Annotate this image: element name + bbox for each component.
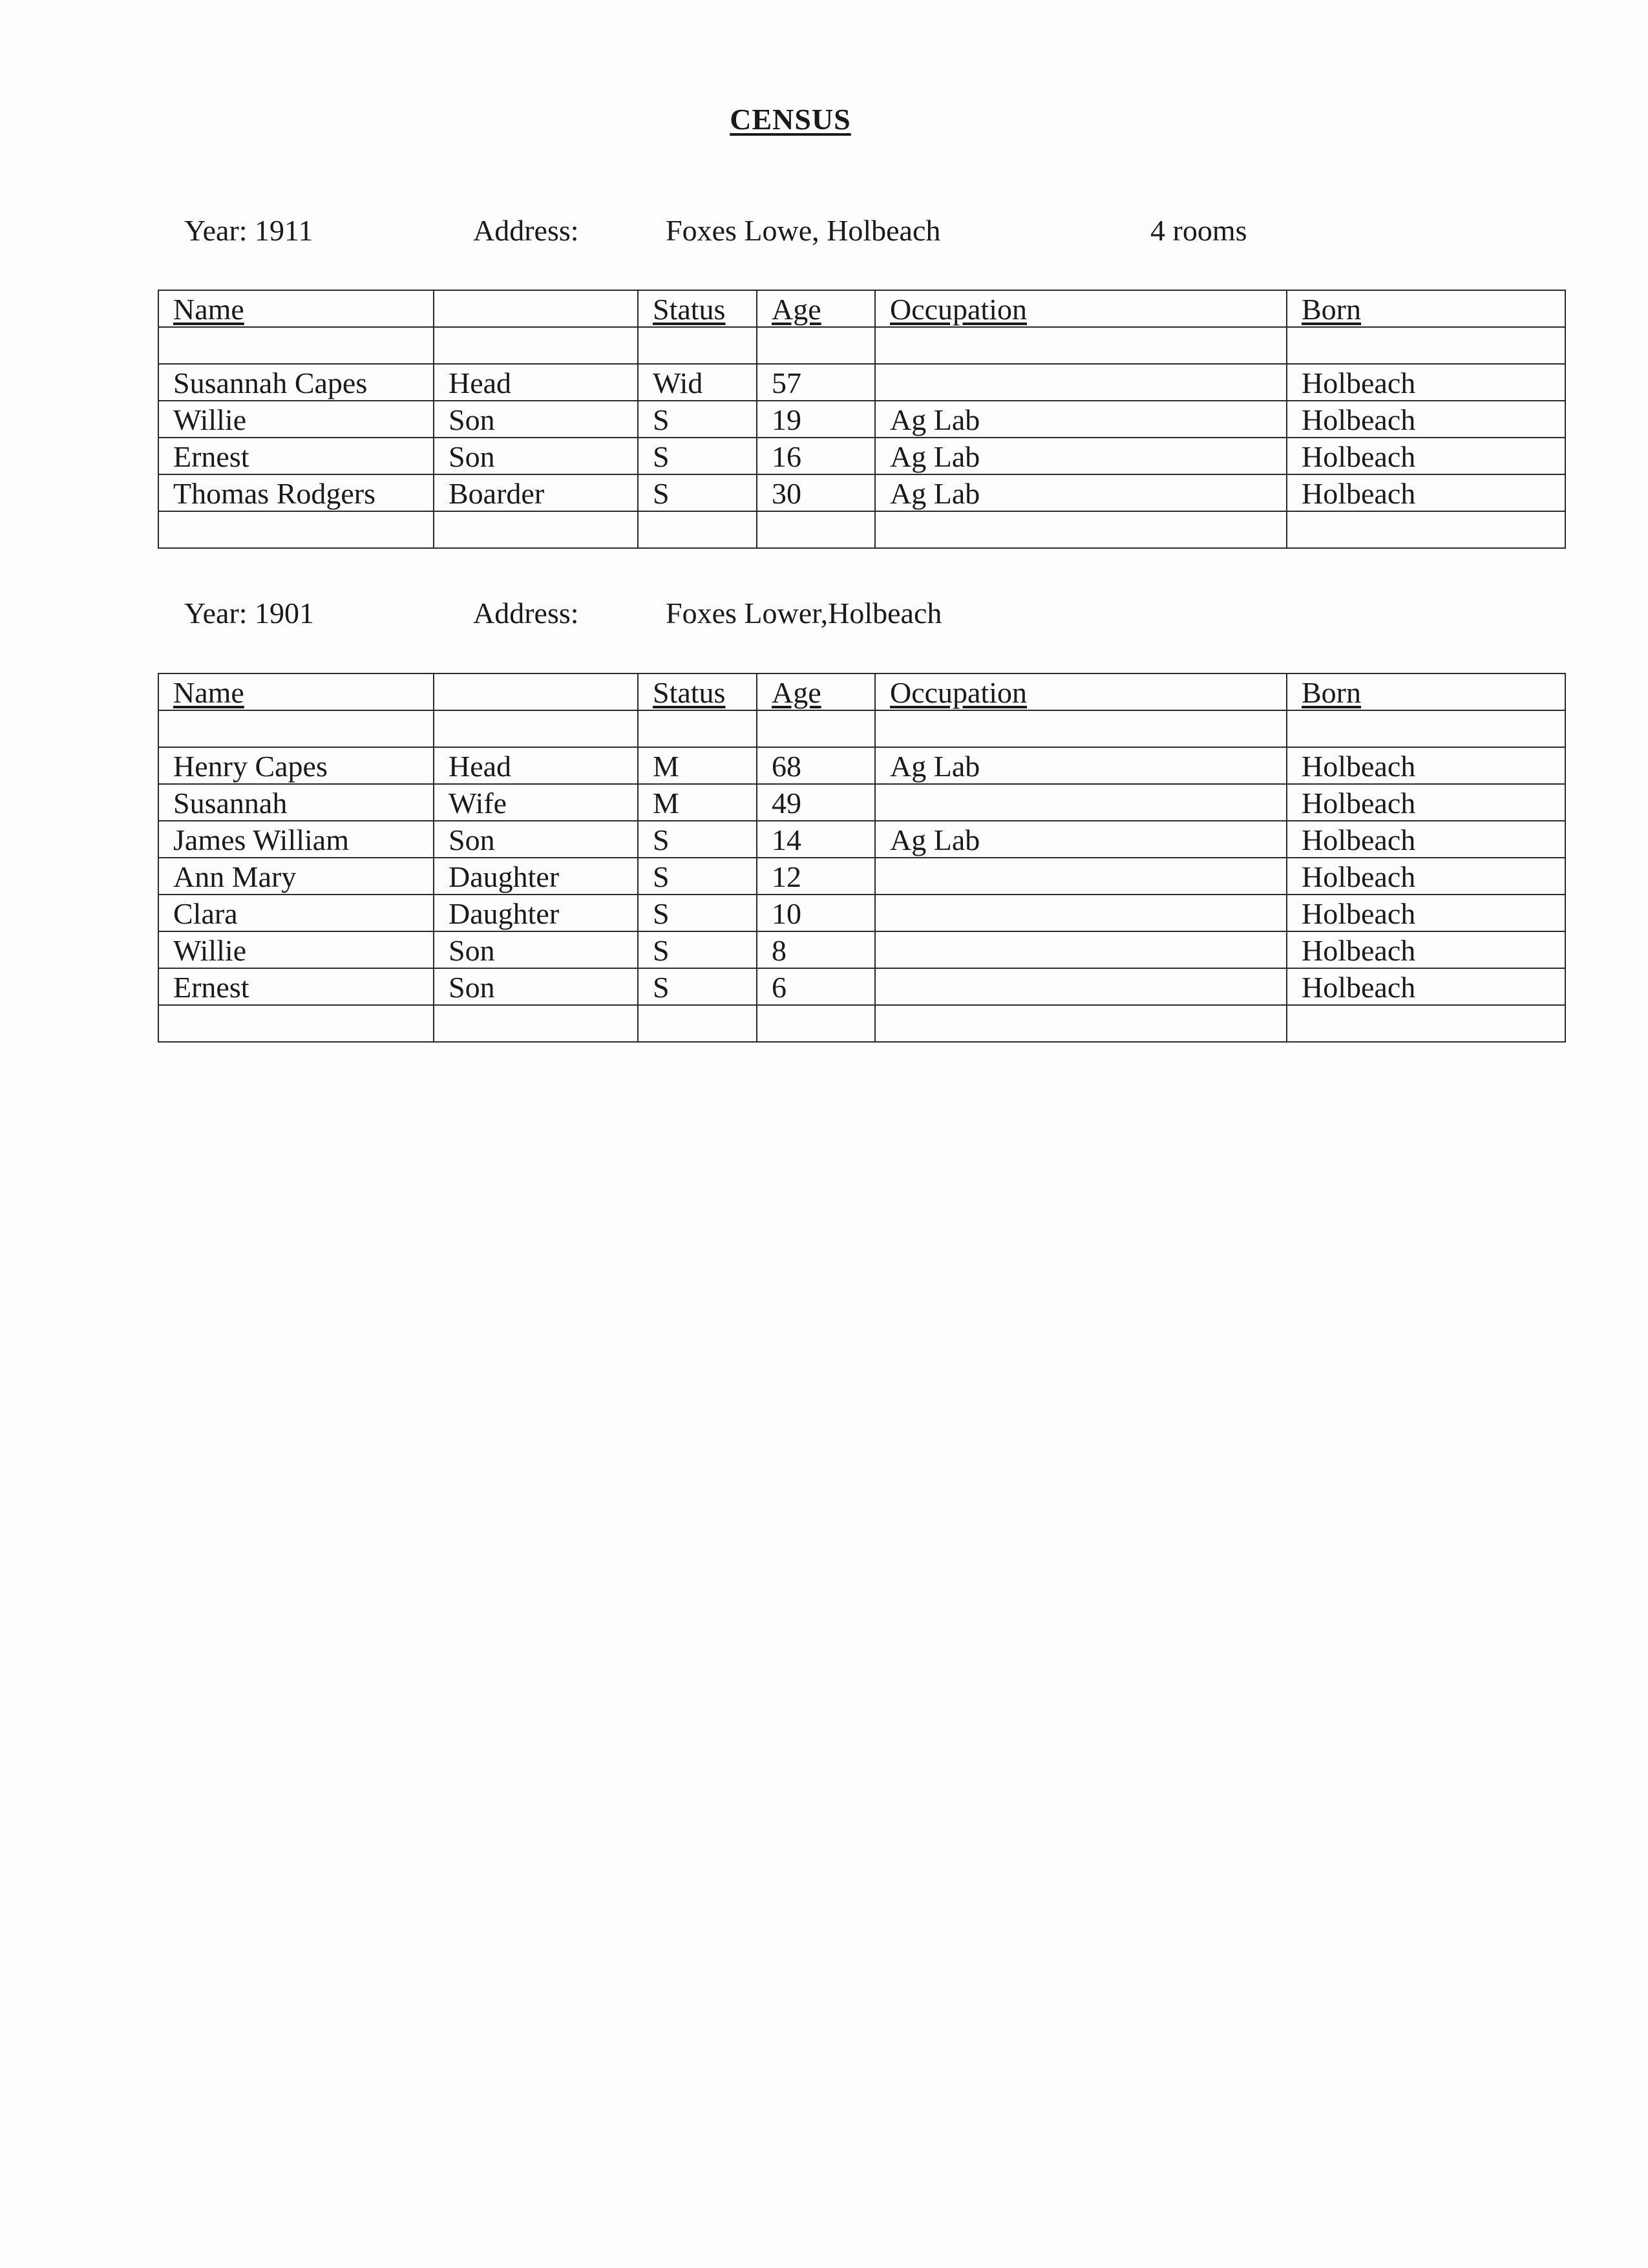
- cell-status: S: [638, 968, 757, 1005]
- cell-age: 49: [757, 784, 875, 821]
- cell-occupation: [875, 784, 1287, 821]
- cell-occupation: [875, 364, 1287, 401]
- blank-cell: [1287, 511, 1565, 548]
- header-age-label: Age: [772, 293, 821, 326]
- cell-relation: Head: [434, 364, 638, 401]
- cell-name: Susannah: [158, 784, 434, 821]
- blank-row: [158, 511, 1565, 548]
- cell-status: S: [638, 858, 757, 895]
- header-occupation-label: Occupation: [890, 293, 1028, 326]
- census-1901-body: [158, 710, 1565, 1042]
- cell-occupation: [875, 895, 1287, 931]
- cell-occupation: Ag Lab: [875, 438, 1287, 474]
- rooms-value: 4 rooms: [1150, 214, 1247, 247]
- header-relation: [434, 673, 638, 710]
- header-status: [638, 290, 757, 327]
- blank-row: [158, 710, 1565, 747]
- year-label: Year: 1901: [184, 597, 315, 630]
- census-1901-info: [0, 596, 1648, 635]
- blank-cell: [638, 710, 757, 747]
- header-name-label: Name: [173, 293, 244, 326]
- header-status-label: Status: [653, 293, 726, 326]
- cell-age: 14: [757, 821, 875, 858]
- cell-born: Holbeach: [1287, 438, 1565, 474]
- blank-cell: [434, 511, 638, 548]
- table-row: [158, 747, 1565, 784]
- census-1901-table: [158, 673, 1566, 1043]
- cell-age: 57: [757, 364, 875, 401]
- header-name: [158, 673, 434, 710]
- cell-status: S: [638, 438, 757, 474]
- cell-status: M: [638, 784, 757, 821]
- address-label: Address:: [473, 214, 579, 247]
- cell-relation: Boarder: [434, 474, 638, 511]
- cell-name: Thomas Rodgers: [158, 474, 434, 511]
- cell-status: S: [638, 401, 757, 438]
- blank-cell: [638, 511, 757, 548]
- blank-cell: [158, 511, 434, 548]
- blank-cell: [158, 1005, 434, 1042]
- page-title: CENSUS: [730, 103, 851, 136]
- cell-relation: Son: [434, 931, 638, 968]
- cell-born: Holbeach: [1287, 821, 1565, 858]
- cell-occupation: [875, 968, 1287, 1005]
- cell-name: Henry Capes: [158, 747, 434, 784]
- table-row: [158, 784, 1565, 821]
- blank-cell: [434, 1005, 638, 1042]
- cell-status: S: [638, 821, 757, 858]
- cell-status: S: [638, 931, 757, 968]
- cell-name: Ernest: [158, 438, 434, 474]
- census-1911-info: [0, 213, 1648, 252]
- cell-relation: Daughter: [434, 895, 638, 931]
- cell-name: Willie: [158, 931, 434, 968]
- header-occupation: [875, 673, 1287, 710]
- cell-age: 10: [757, 895, 875, 931]
- cell-status: S: [638, 474, 757, 511]
- cell-relation: Son: [434, 438, 638, 474]
- cell-born: Holbeach: [1287, 931, 1565, 968]
- table-row: [158, 474, 1565, 511]
- cell-name: Clara: [158, 895, 434, 931]
- cell-name: Willie: [158, 401, 434, 438]
- cell-name: Susannah Capes: [158, 364, 434, 401]
- address-label: Address:: [473, 597, 579, 630]
- cell-occupation: [875, 931, 1287, 968]
- cell-status: Wid: [638, 364, 757, 401]
- blank-cell: [875, 511, 1287, 548]
- cell-born: Holbeach: [1287, 895, 1565, 931]
- cell-name: James William: [158, 821, 434, 858]
- blank-cell: [757, 1005, 875, 1042]
- blank-cell: [875, 710, 1287, 747]
- cell-occupation: Ag Lab: [875, 401, 1287, 438]
- address-value: Foxes Lower,Holbeach: [666, 597, 942, 630]
- table-row: [158, 821, 1565, 858]
- header-born: [1287, 290, 1565, 327]
- header-occupation-label: Occupation: [890, 676, 1028, 709]
- blank-cell: [1287, 1005, 1565, 1042]
- blank-cell: [757, 327, 875, 364]
- cell-age: 8: [757, 931, 875, 968]
- header-born-label: Born: [1302, 676, 1361, 709]
- address-value: Foxes Lowe, Holbeach: [666, 214, 941, 247]
- table-header-row: [158, 290, 1565, 327]
- blank-cell: [434, 710, 638, 747]
- header-occupation: [875, 290, 1287, 327]
- blank-cell: [638, 327, 757, 364]
- header-born-label: Born: [1302, 293, 1361, 326]
- blank-cell: [158, 327, 434, 364]
- blank-row: [158, 327, 1565, 364]
- census-1911-body: [158, 327, 1565, 548]
- blank-cell: [158, 710, 434, 747]
- cell-born: Holbeach: [1287, 364, 1565, 401]
- blank-cell: [875, 327, 1287, 364]
- blank-row: [158, 1005, 1565, 1042]
- cell-born: Holbeach: [1287, 747, 1565, 784]
- table-row: [158, 438, 1565, 474]
- header-age-label: Age: [772, 676, 821, 709]
- cell-relation: Son: [434, 821, 638, 858]
- cell-born: Holbeach: [1287, 968, 1565, 1005]
- table-row: [158, 895, 1565, 931]
- cell-age: 12: [757, 858, 875, 895]
- cell-age: 68: [757, 747, 875, 784]
- table-row: [158, 931, 1565, 968]
- cell-occupation: Ag Lab: [875, 821, 1287, 858]
- cell-born: Holbeach: [1287, 858, 1565, 895]
- table-row: [158, 968, 1565, 1005]
- blank-cell: [1287, 710, 1565, 747]
- cell-born: Holbeach: [1287, 784, 1565, 821]
- blank-cell: [434, 327, 638, 364]
- table-row: [158, 364, 1565, 401]
- cell-relation: Son: [434, 401, 638, 438]
- blank-cell: [638, 1005, 757, 1042]
- cell-status: M: [638, 747, 757, 784]
- year-label: Year: 1911: [184, 214, 313, 247]
- cell-age: 6: [757, 968, 875, 1005]
- cell-born: Holbeach: [1287, 401, 1565, 438]
- table-row: [158, 858, 1565, 895]
- blank-cell: [875, 1005, 1287, 1042]
- header-name: [158, 290, 434, 327]
- blank-cell: [757, 710, 875, 747]
- cell-status: S: [638, 895, 757, 931]
- header-age: [757, 673, 875, 710]
- header-relation: [434, 290, 638, 327]
- header-status: [638, 673, 757, 710]
- cell-age: 16: [757, 438, 875, 474]
- cell-age: 30: [757, 474, 875, 511]
- cell-relation: Daughter: [434, 858, 638, 895]
- cell-name: Ann Mary: [158, 858, 434, 895]
- cell-relation: Head: [434, 747, 638, 784]
- cell-name: Ernest: [158, 968, 434, 1005]
- header-age: [757, 290, 875, 327]
- blank-cell: [1287, 327, 1565, 364]
- header-status-label: Status: [653, 676, 726, 709]
- cell-occupation: Ag Lab: [875, 474, 1287, 511]
- cell-occupation: Ag Lab: [875, 747, 1287, 784]
- cell-occupation: [875, 858, 1287, 895]
- header-name-label: Name: [173, 676, 244, 709]
- cell-age: 19: [757, 401, 875, 438]
- cell-relation: Wife: [434, 784, 638, 821]
- blank-cell: [757, 511, 875, 548]
- census-1911-table: [158, 290, 1566, 549]
- cell-born: Holbeach: [1287, 474, 1565, 511]
- header-born: [1287, 673, 1565, 710]
- table-header-row: [158, 673, 1565, 710]
- table-row: [158, 401, 1565, 438]
- cell-relation: Son: [434, 968, 638, 1005]
